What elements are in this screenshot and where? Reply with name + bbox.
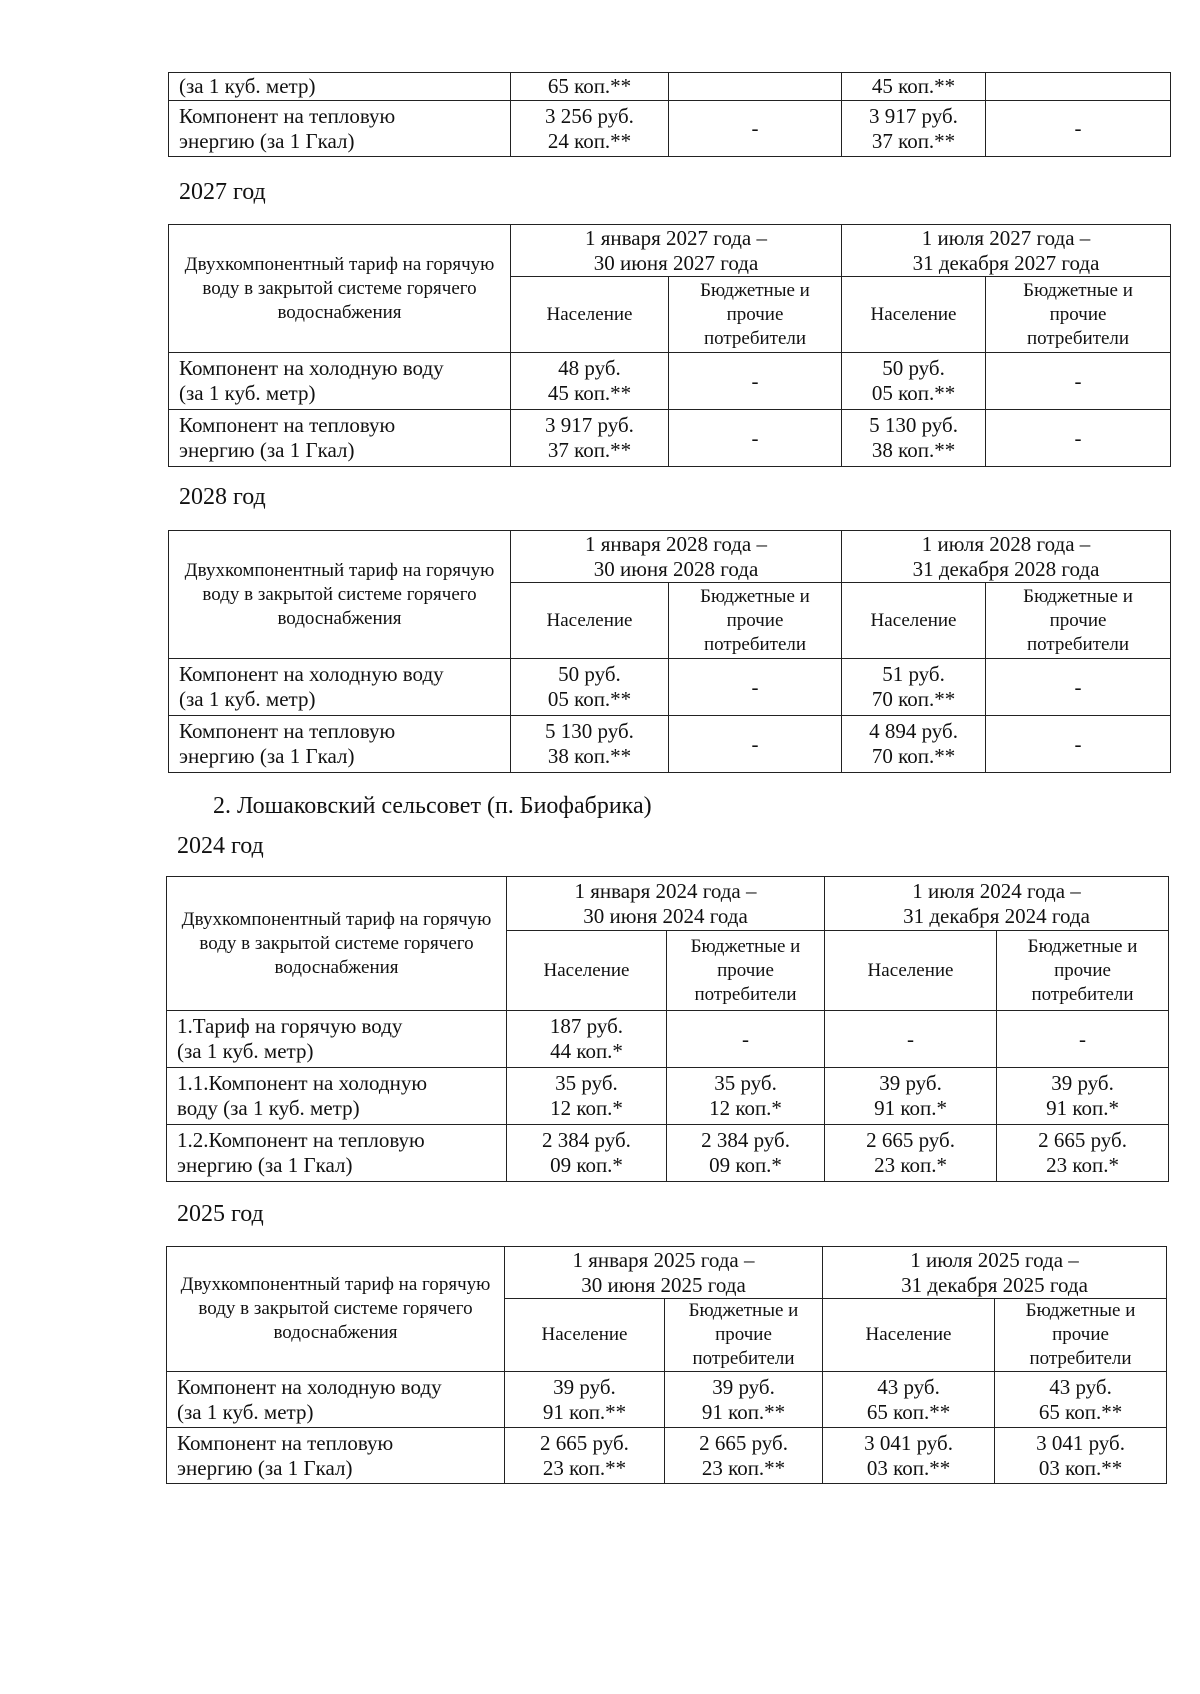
column-population: Население: [823, 1299, 995, 1372]
column-population: Население: [842, 583, 986, 659]
cell-line: 1 июля 2024 года –: [912, 878, 1081, 903]
cell-line: 09 коп.*: [709, 1153, 782, 1177]
value-cell: [511, 353, 669, 410]
cell-line: 1 июля 2025 года –: [910, 1247, 1079, 1272]
cell-line: 05 коп.**: [871, 381, 956, 405]
row-label: [169, 410, 511, 467]
cell-line: 48 руб.: [558, 356, 621, 380]
row-label: [169, 73, 511, 101]
value-cell: [511, 73, 669, 101]
header-label: Двухкомпонентный тариф на горячую воду в закрытой системе горячего водоснабжения: [169, 531, 511, 659]
cell-line: 31 декабря 2024 года: [903, 903, 1090, 928]
cell-line: Бюджетные и: [1023, 585, 1133, 607]
cell-line: прочие: [726, 303, 784, 325]
value-cell: [823, 1428, 995, 1484]
year-heading-2028: 2028 год: [179, 484, 266, 510]
row-label: [167, 1068, 507, 1125]
table-row: [167, 1011, 1169, 1068]
cell-line: Компонент на тепловую: [179, 413, 396, 437]
cell-line: 2 384 руб.: [542, 1128, 631, 1152]
value-cell: [997, 1125, 1169, 1182]
cell-line: 65 коп.**: [547, 74, 632, 98]
cell-line: Бюджетные и: [1025, 1300, 1136, 1321]
cell-line: 1 января 2028 года –: [585, 531, 768, 556]
column-population: Население: [825, 931, 997, 1011]
cell-line: 1.2.Компонент на тепловую: [177, 1128, 425, 1152]
column-budget: [669, 277, 842, 353]
cell-line: 3 256 руб.: [545, 103, 634, 128]
cell-line: потребители: [1026, 327, 1130, 349]
cell-line: потребители: [1029, 1348, 1132, 1369]
row-label: [169, 101, 511, 157]
cell-line: Бюджетные и: [1027, 935, 1138, 957]
cell-line: 30 июня 2027 года: [593, 250, 759, 275]
cell-line: энергию (за 1 Гкал): [179, 744, 355, 768]
cell-line: прочие: [1052, 1324, 1109, 1345]
value-cell: [669, 659, 842, 716]
cell-line: 91 коп.**: [542, 1399, 627, 1424]
value-cell: [986, 410, 1171, 467]
cell-line: прочие: [1049, 609, 1107, 631]
value-cell: [667, 1125, 825, 1182]
table-row: [167, 1068, 1169, 1125]
cell-line: 38 коп.**: [547, 744, 632, 768]
table-row: [169, 225, 1171, 277]
cell-line: Бюджетные и: [700, 585, 810, 607]
cell-line: 43 руб.: [877, 1374, 940, 1399]
tariff-table-2027: [168, 224, 1171, 467]
cell-line: Бюджетные и: [1023, 279, 1133, 301]
cell-line: -: [742, 1026, 749, 1051]
row-label: [167, 1125, 507, 1182]
table-row: [167, 1125, 1169, 1182]
cell-line: 1 января 2027 года –: [585, 225, 768, 250]
column-budget: [665, 1299, 823, 1372]
cell-line: 12 коп.*: [550, 1096, 623, 1120]
cell-line: (за 1 куб. метр): [177, 1399, 314, 1424]
value-cell: [505, 1428, 665, 1484]
cell-line: -: [1079, 1026, 1087, 1051]
table-row: [169, 716, 1171, 773]
column-budget: [986, 277, 1171, 353]
value-cell: [667, 1011, 825, 1068]
cell-line: Бюджетные и: [700, 279, 810, 301]
cell-line: 09 коп.*: [550, 1153, 623, 1177]
cell-line: воду (за 1 куб. метр): [177, 1096, 360, 1120]
cell-line: 5 130 руб.: [869, 413, 958, 437]
row-label: [167, 1372, 505, 1428]
value-cell: [511, 101, 669, 157]
cell-line: (за 1 куб. метр): [179, 74, 316, 98]
cell-line: 30 июня 2025 года: [581, 1272, 746, 1297]
value-cell: [669, 353, 842, 410]
cell-line: -: [1074, 674, 1082, 699]
cell-line: 1.1.Компонент на холодную: [177, 1071, 428, 1095]
column-budget: [995, 1299, 1167, 1372]
cell-line: Бюджетные и: [688, 1300, 799, 1321]
row-label: [169, 716, 511, 773]
cell-line: -: [751, 425, 759, 450]
cell-line: 2 665 руб.: [1038, 1128, 1127, 1152]
cell-line: 50 руб.: [558, 662, 621, 686]
cell-line: (за 1 куб. метр): [179, 687, 316, 711]
header-label: Двухкомпонентный тариф на горячую воду в закрытой системе горячего водоснабжения: [169, 225, 511, 353]
cell-line: 03 коп.**: [1038, 1455, 1123, 1480]
cell-line: 45 коп.**: [871, 74, 956, 98]
cell-line: 31 декабря 2028 года: [912, 556, 1100, 581]
value-cell: [669, 73, 842, 101]
cell-line: 30 июня 2028 года: [593, 556, 759, 581]
period-header: [842, 225, 1171, 277]
value-cell: [505, 1372, 665, 1428]
column-population: Население: [842, 277, 986, 353]
table-row: [167, 1428, 1167, 1484]
cell-line: 2 384 руб.: [701, 1128, 790, 1152]
header-label: Двухкомпонентный тариф на горячую воду в закрытой системе горячего водоснабжения: [167, 1247, 505, 1372]
value-cell: [825, 1068, 997, 1125]
value-cell: [511, 659, 669, 716]
value-cell: [986, 353, 1171, 410]
cell-line: 3 917 руб.: [869, 103, 958, 128]
value-cell: [669, 101, 842, 157]
cell-line: 1 июля 2027 года –: [921, 225, 1091, 250]
table-row: [169, 353, 1171, 410]
cell-line: 23 коп.*: [1046, 1153, 1119, 1177]
cell-line: потребители: [694, 983, 797, 1005]
cell-line: прочие: [1049, 303, 1107, 325]
cell-line: 65 коп.**: [866, 1399, 951, 1424]
cell-line: 35 руб.: [555, 1071, 618, 1095]
period-header: [825, 877, 1169, 931]
cell-line: -: [1074, 116, 1082, 140]
table-row: [169, 659, 1171, 716]
period-header: [823, 1247, 1167, 1299]
year-heading-2027: 2027 год: [179, 179, 266, 205]
cell-line: энергию (за 1 Гкал): [177, 1153, 353, 1177]
row-label: [169, 659, 511, 716]
cell-line: Компонент на холодную воду: [179, 662, 444, 686]
value-cell: [997, 1011, 1169, 1068]
value-cell: [842, 73, 986, 101]
year-heading-2024: 2024 год: [177, 833, 264, 859]
cell-line: 51 руб.: [882, 662, 945, 686]
cell-line: 39 руб.: [553, 1374, 616, 1399]
value-cell: [842, 659, 986, 716]
cell-line: 12 коп.*: [709, 1096, 782, 1120]
value-cell: [665, 1372, 823, 1428]
cell-line: (за 1 куб. метр): [179, 381, 316, 405]
cell-line: 44 коп.*: [550, 1039, 623, 1063]
header-label: Двухкомпонентный тариф на горячую воду в закрытой системе горячего водоснабжения: [167, 877, 507, 1011]
cell-line: 2 665 руб.: [699, 1430, 788, 1455]
cell-line: -: [751, 674, 759, 699]
cell-line: энергию (за 1 Гкал): [177, 1455, 353, 1480]
section-heading: 2. Лошаковский сельсовет (п. Биофабрика): [213, 793, 652, 819]
column-budget: [669, 583, 842, 659]
tariff-table-2024: [166, 876, 1169, 1182]
table-row: [169, 410, 1171, 467]
cell-line: 5 130 руб.: [545, 719, 634, 743]
column-population: Население: [507, 931, 667, 1011]
cell-line: потребители: [703, 633, 807, 655]
table-row: [167, 1247, 1167, 1299]
value-cell: [995, 1428, 1167, 1484]
column-budget: [986, 583, 1171, 659]
cell-line: 45 коп.**: [547, 381, 632, 405]
cell-line: 35 руб.: [714, 1071, 777, 1095]
tariff-table-2025: [166, 1246, 1167, 1484]
cell-line: прочие: [715, 1324, 772, 1345]
cell-line: потребители: [1026, 633, 1130, 655]
value-cell: [842, 101, 986, 157]
tariff-table-2028: [168, 530, 1171, 773]
cell-line: 43 руб.: [1049, 1374, 1112, 1399]
cell-line: 39 руб.: [879, 1071, 942, 1095]
cell-line: 91 коп.*: [874, 1096, 947, 1120]
value-cell: [842, 353, 986, 410]
value-cell: [825, 1125, 997, 1182]
period-header: [511, 225, 842, 277]
year-heading-2025: 2025 год: [177, 1201, 264, 1227]
cell-line: потребители: [692, 1348, 795, 1369]
cell-line: потребители: [1031, 983, 1134, 1005]
cell-line: Бюджетные и: [690, 935, 801, 957]
row-label: [169, 353, 511, 410]
cell-line: потребители: [703, 327, 807, 349]
cell-line: прочие: [717, 959, 774, 981]
cell-line: 1 января 2025 года –: [572, 1247, 755, 1272]
cell-line: 23 коп.**: [542, 1455, 627, 1480]
period-header: [842, 531, 1171, 583]
column-budget: [667, 931, 825, 1011]
value-cell: [669, 716, 842, 773]
value-cell: [997, 1068, 1169, 1125]
cell-line: Компонент на холодную воду: [177, 1374, 442, 1399]
cell-line: 4 894 руб.: [869, 719, 958, 743]
table-row: [169, 531, 1171, 583]
cell-line: -: [751, 116, 759, 140]
period-header: [507, 877, 825, 931]
value-cell: [842, 716, 986, 773]
cell-line: 70 коп.**: [871, 687, 956, 711]
value-cell: [665, 1428, 823, 1484]
cell-line: 65 коп.**: [1038, 1399, 1123, 1424]
value-cell: [986, 101, 1171, 157]
value-cell: [669, 410, 842, 467]
value-cell: [986, 659, 1171, 716]
cell-line: -: [751, 368, 759, 393]
value-cell: [986, 73, 1171, 101]
period-header: [511, 531, 842, 583]
cell-line: 31 декабря 2025 года: [901, 1272, 1088, 1297]
cell-line: 3 917 руб.: [545, 413, 634, 437]
column-budget: [997, 931, 1169, 1011]
cell-line: 3 041 руб.: [864, 1430, 953, 1455]
value-cell: [986, 716, 1171, 773]
cell-line: 05 коп.**: [547, 687, 632, 711]
value-cell: [507, 1125, 667, 1182]
cell-line: 03 коп.**: [866, 1455, 951, 1480]
cell-line: 37 коп.**: [547, 438, 632, 462]
value-cell: [511, 716, 669, 773]
column-population: Население: [511, 277, 669, 353]
row-label: [167, 1011, 507, 1068]
value-cell: [667, 1068, 825, 1125]
cell-line: 23 коп.**: [701, 1455, 786, 1480]
table-row: [167, 1372, 1167, 1428]
cell-line: прочие: [1054, 959, 1111, 981]
cell-line: -: [751, 731, 759, 756]
value-cell: [842, 410, 986, 467]
cell-line: Компонент на тепловую: [179, 103, 396, 128]
cell-line: 31 декабря 2027 года: [912, 250, 1100, 275]
cell-line: 24 коп.**: [547, 128, 632, 153]
value-cell: [995, 1372, 1167, 1428]
cell-line: энергию (за 1 Гкал): [179, 438, 355, 462]
cell-line: 23 коп.*: [874, 1153, 947, 1177]
cell-line: прочие: [726, 609, 784, 631]
cell-line: Компонент на холодную воду: [179, 356, 444, 380]
cell-line: -: [1074, 368, 1082, 393]
cell-line: 38 коп.**: [871, 438, 956, 462]
cell-line: 50 руб.: [882, 356, 945, 380]
cell-line: 39 руб.: [1051, 1071, 1114, 1095]
cell-line: 2 665 руб.: [866, 1128, 955, 1152]
cell-line: Компонент на тепловую: [177, 1430, 394, 1455]
cell-line: 39 руб.: [712, 1374, 775, 1399]
cell-line: энергию (за 1 Гкал): [179, 128, 355, 153]
value-cell: [823, 1372, 995, 1428]
cell-line: -: [907, 1026, 915, 1051]
table-row: [169, 101, 1171, 157]
row-label: [167, 1428, 505, 1484]
table-row: [167, 877, 1169, 931]
cell-line: 30 июня 2024 года: [583, 903, 748, 928]
cell-line: 1 июля 2028 года –: [921, 531, 1091, 556]
cell-line: 3 041 руб.: [1036, 1430, 1125, 1455]
column-population: Население: [511, 583, 669, 659]
table-row: [169, 73, 1171, 101]
value-cell: [511, 410, 669, 467]
period-header: [505, 1247, 823, 1299]
cell-line: -: [1074, 731, 1082, 756]
cell-line: 37 коп.**: [871, 128, 956, 153]
cell-line: -: [1074, 425, 1082, 450]
cell-line: 70 коп.**: [871, 744, 956, 768]
value-cell: [507, 1068, 667, 1125]
value-cell: [507, 1011, 667, 1068]
cell-line: 91 коп.*: [1046, 1096, 1119, 1120]
cell-line: 91 коп.**: [701, 1399, 786, 1424]
cell-line: Компонент на тепловую: [179, 719, 396, 743]
cell-line: 1.Тариф на горячую воду: [177, 1014, 403, 1038]
cell-line: 1 января 2024 года –: [574, 878, 757, 903]
cell-line: 2 665 руб.: [540, 1430, 629, 1455]
cell-line: 187 руб.: [549, 1014, 624, 1038]
column-population: Население: [505, 1299, 665, 1372]
value-cell: [825, 1011, 997, 1068]
tariff-table-continuation: [168, 72, 1171, 157]
cell-line: (за 1 куб. метр): [177, 1039, 314, 1063]
